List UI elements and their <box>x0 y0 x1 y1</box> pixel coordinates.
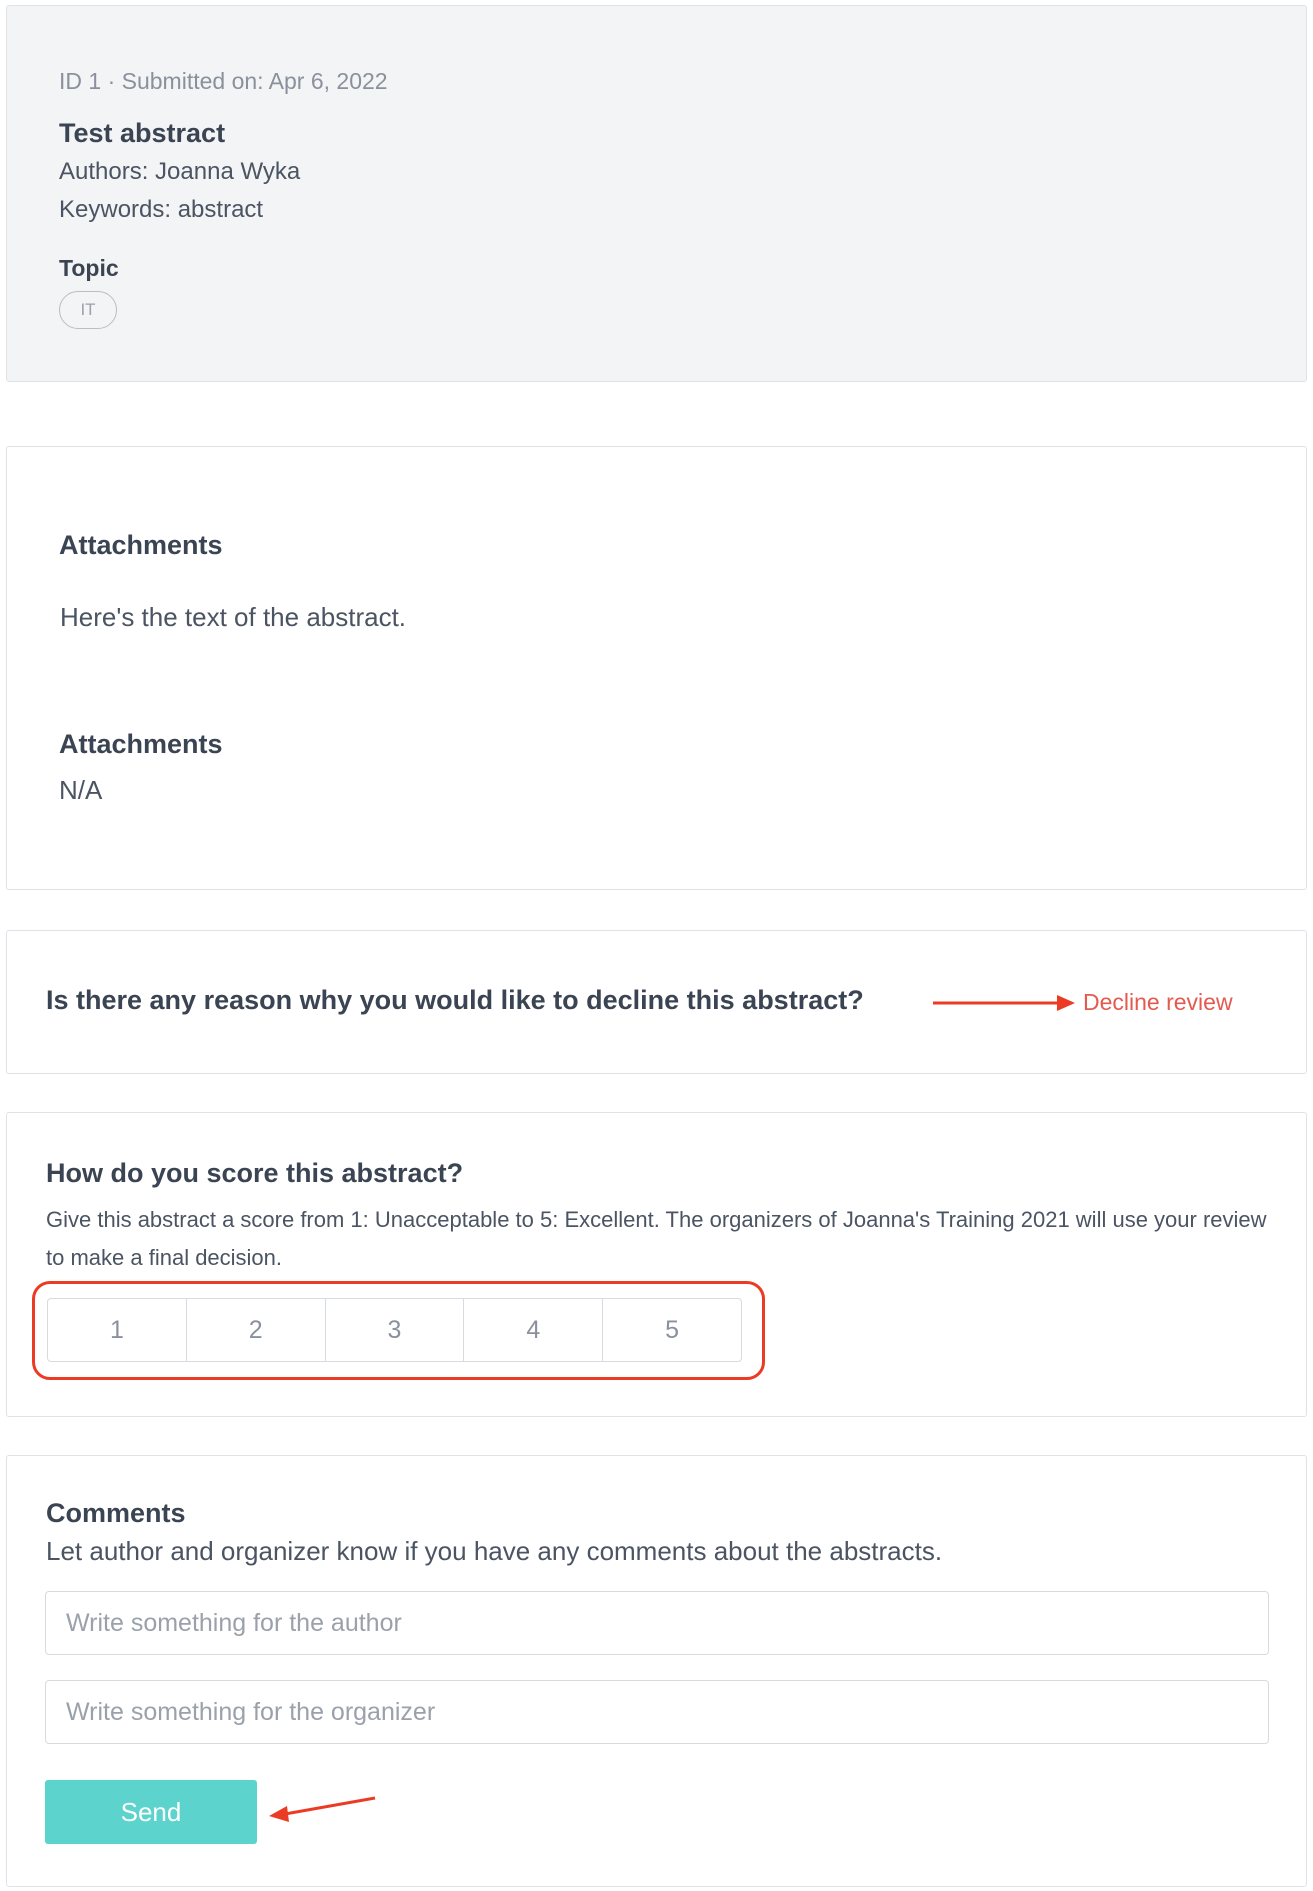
score-option-3[interactable]: 3 <box>326 1299 465 1361</box>
score-selector <box>47 1298 742 1362</box>
attachments-value: N/A <box>59 775 103 805</box>
comments-description: Let author and organizer know if you have any comments about the abstracts. <box>46 1536 943 1566</box>
abstract-keywords: Keywords: abstract <box>59 196 264 223</box>
send-button[interactable]: Send <box>45 1780 257 1844</box>
score-card <box>6 1112 1307 1417</box>
topic-tag: IT <box>59 291 117 329</box>
annotation-arrow-icon <box>931 991 1081 1015</box>
comments-heading: Comments <box>46 1498 186 1528</box>
attachments-card <box>6 446 1307 890</box>
abstract-title: Test abstract <box>59 118 226 148</box>
submission-info: ID 1 · Submitted on: Apr 6, 2022 <box>59 68 388 94</box>
decline-question: Is there any reason why you would like to decline this abstract? <box>46 985 864 1015</box>
score-description: Give this abstract a score from 1: Unacceptable to 5: Excellent. The organizers of Joanna's Training 2021 will use your review to make a final decision. <box>46 1207 1267 1270</box>
score-option-5[interactable]: 5 <box>603 1299 741 1361</box>
score-heading: How do you score this abstract? <box>46 1158 464 1188</box>
decline-review-link[interactable]: Decline review <box>1083 989 1233 1015</box>
organizer-comment-input[interactable] <box>45 1680 1269 1744</box>
topic-label: Topic <box>59 255 119 281</box>
decline-card <box>6 930 1307 1074</box>
abstract-text: Here's the text of the abstract. <box>60 602 407 632</box>
attachments-heading-2: Attachments <box>59 729 223 759</box>
abstract-authors: Authors: Joanna Wyka <box>59 158 301 185</box>
score-option-4[interactable]: 4 <box>464 1299 603 1361</box>
abstract-meta-card <box>6 5 1307 382</box>
score-option-1[interactable]: 1 <box>48 1299 187 1361</box>
attachments-heading: Attachments <box>59 530 223 560</box>
annotation-arrow-icon <box>265 1794 380 1824</box>
score-option-2[interactable]: 2 <box>187 1299 326 1361</box>
comments-card <box>6 1455 1307 1887</box>
author-comment-input[interactable] <box>45 1591 1269 1655</box>
